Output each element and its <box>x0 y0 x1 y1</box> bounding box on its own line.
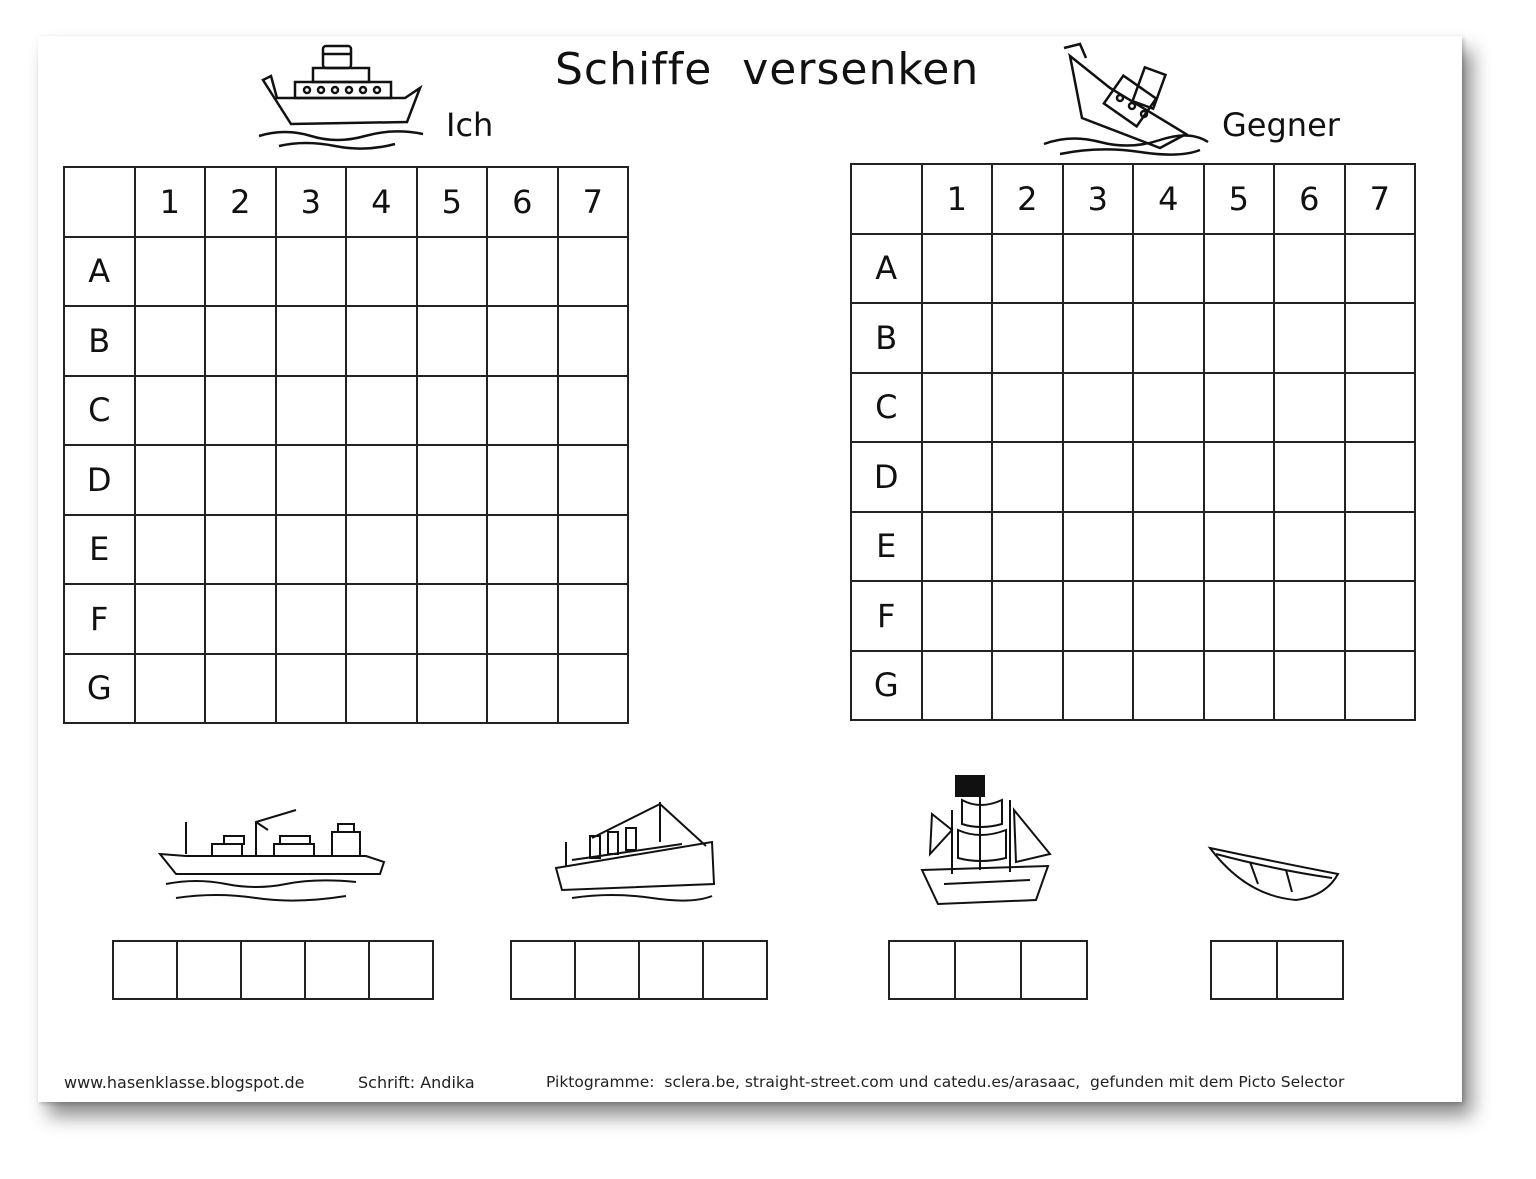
ocean-liner-icon <box>552 798 720 908</box>
grid-cell <box>487 306 558 376</box>
grid-cell <box>276 584 347 654</box>
grid-cell <box>487 237 558 307</box>
grid-cell <box>1063 303 1134 373</box>
footer-picto-credit: Piktogramme: sclera.be, straight-street.com und catedu.es/arasaac, gefunden mit dem Picto Selector <box>546 1073 1345 1091</box>
column-header: 7 <box>1345 164 1416 234</box>
grid-cell <box>1274 373 1345 443</box>
row-header: D <box>851 442 922 512</box>
grid-cell <box>346 237 417 307</box>
grid-cell <box>1063 234 1134 304</box>
grid-header-row <box>851 164 1415 234</box>
grid-cell <box>992 651 1063 721</box>
grid-cell <box>1063 581 1134 651</box>
my-board-grid <box>63 166 629 724</box>
ship-box <box>640 942 704 998</box>
ship-box <box>306 942 370 998</box>
grid-cell <box>205 306 276 376</box>
grid-cell <box>922 373 993 443</box>
column-header: 7 <box>558 167 629 237</box>
column-header: 6 <box>487 167 558 237</box>
grid-cell <box>276 515 347 585</box>
ship-box <box>1022 942 1088 998</box>
row-header: A <box>851 234 922 304</box>
grid-cell <box>346 515 417 585</box>
grid-cell <box>992 373 1063 443</box>
grid-cell <box>1063 651 1134 721</box>
steamship-icon <box>255 40 425 152</box>
grid-cell <box>205 515 276 585</box>
grid-cell <box>346 584 417 654</box>
grid-cell <box>135 306 206 376</box>
grid-row <box>851 234 1415 304</box>
column-header: 1 <box>135 167 206 237</box>
grid-cell <box>922 512 993 582</box>
grid-cell <box>417 306 488 376</box>
ship-box <box>370 942 434 998</box>
pirate-ship-icon <box>918 770 1056 912</box>
sinking-ship-icon <box>1040 38 1210 156</box>
row-header: D <box>64 445 135 515</box>
rowboat-icon <box>1206 840 1342 908</box>
column-header: 4 <box>1133 164 1204 234</box>
grid-row <box>64 237 628 307</box>
row-header: C <box>851 373 922 443</box>
grid-cell <box>1274 303 1345 373</box>
footer-website: www.hasenklasse.blogspot.de <box>64 1073 305 1092</box>
grid-cell <box>558 445 629 515</box>
grid-cell <box>205 584 276 654</box>
grid-cell <box>487 445 558 515</box>
grid-cell <box>992 234 1063 304</box>
grid-cell <box>1133 581 1204 651</box>
grid-cell <box>558 515 629 585</box>
grid-cell <box>1345 581 1416 651</box>
grid-cell <box>1274 581 1345 651</box>
column-header: 3 <box>276 167 347 237</box>
grid-header-row <box>64 167 628 237</box>
ship-box <box>576 942 640 998</box>
ship-boxes-2 <box>1210 940 1344 1000</box>
grid-row <box>64 654 628 724</box>
grid-row <box>64 584 628 654</box>
grid-cell <box>346 445 417 515</box>
grid-cell <box>1204 373 1275 443</box>
grid-cell <box>1133 651 1204 721</box>
grid-cell <box>1204 442 1275 512</box>
row-header: B <box>851 303 922 373</box>
row-header: F <box>851 581 922 651</box>
row-header: C <box>64 376 135 446</box>
player-label-me: Ich <box>446 106 494 144</box>
row-header: E <box>851 512 922 582</box>
row-header: G <box>851 651 922 721</box>
ship-box <box>1212 942 1278 998</box>
grid-cell <box>1204 234 1275 304</box>
column-header: 6 <box>1274 164 1345 234</box>
grid-cell <box>1345 373 1416 443</box>
grid-cell <box>487 515 558 585</box>
grid-cell <box>558 306 629 376</box>
footer-font-credit: Schrift: Andika <box>358 1073 475 1092</box>
grid-cell <box>1204 581 1275 651</box>
grid-row <box>851 442 1415 512</box>
row-header: F <box>64 584 135 654</box>
column-header: 2 <box>992 164 1063 234</box>
grid-cell <box>1063 512 1134 582</box>
ship-box <box>704 942 768 998</box>
grid-cell <box>487 584 558 654</box>
grid-cell <box>992 442 1063 512</box>
ship-boxes-4 <box>510 940 768 1000</box>
row-header: A <box>64 237 135 307</box>
container-ship-icon <box>156 806 388 906</box>
grid-cell <box>417 237 488 307</box>
grid-row <box>64 376 628 446</box>
grid-cell <box>1274 234 1345 304</box>
ship-box <box>890 942 956 998</box>
grid-cell <box>1345 512 1416 582</box>
grid-cell <box>135 654 206 724</box>
grid-cell <box>1204 303 1275 373</box>
grid-cell <box>135 515 206 585</box>
grid-cell <box>346 306 417 376</box>
page-title: Schiffe versenken <box>555 44 980 95</box>
grid-cell <box>1345 303 1416 373</box>
ship-box <box>512 942 576 998</box>
grid-cell <box>558 376 629 446</box>
grid-cell <box>276 654 347 724</box>
grid-cell <box>205 237 276 307</box>
ship-box <box>114 942 178 998</box>
column-header: 4 <box>346 167 417 237</box>
ship-box <box>956 942 1022 998</box>
grid-cell <box>1345 234 1416 304</box>
grid-cell <box>205 654 276 724</box>
ship-boxes-3 <box>888 940 1088 1000</box>
grid-cell <box>276 445 347 515</box>
grid-row <box>851 581 1415 651</box>
grid-cell <box>558 654 629 724</box>
grid-cell <box>205 445 276 515</box>
grid-cell <box>558 584 629 654</box>
grid-cell <box>1274 512 1345 582</box>
column-header: 3 <box>1063 164 1134 234</box>
grid-cell <box>417 654 488 724</box>
grid-cell <box>417 515 488 585</box>
column-header: 5 <box>1204 164 1275 234</box>
grid-cell <box>276 376 347 446</box>
ship-box <box>178 942 242 998</box>
grid-cell <box>276 237 347 307</box>
grid-cell <box>1345 651 1416 721</box>
grid-cell <box>558 237 629 307</box>
grid-cell <box>346 654 417 724</box>
grid-cell <box>1133 512 1204 582</box>
grid-row <box>64 306 628 376</box>
grid-cell <box>1274 442 1345 512</box>
grid-row <box>851 651 1415 721</box>
grid-cell <box>417 445 488 515</box>
grid-cell <box>922 303 993 373</box>
grid-cell <box>1133 303 1204 373</box>
grid-cell <box>1274 651 1345 721</box>
grid-cell <box>135 584 206 654</box>
grid-row <box>851 303 1415 373</box>
grid-cell <box>1133 234 1204 304</box>
grid-corner-cell <box>851 164 922 234</box>
grid-row <box>64 445 628 515</box>
ship-boxes-5 <box>112 940 434 1000</box>
row-header: B <box>64 306 135 376</box>
grid-row <box>851 512 1415 582</box>
grid-cell <box>922 234 993 304</box>
grid-cell <box>1204 651 1275 721</box>
grid-cell <box>922 581 993 651</box>
column-header: 2 <box>205 167 276 237</box>
grid-cell <box>1133 373 1204 443</box>
grid-cell <box>135 445 206 515</box>
grid-cell <box>135 237 206 307</box>
grid-cell <box>135 376 206 446</box>
grid-cell <box>1063 442 1134 512</box>
ship-box <box>1278 942 1344 998</box>
player-label-opponent: Gegner <box>1222 106 1340 144</box>
grid-cell <box>922 442 993 512</box>
ship-box <box>242 942 306 998</box>
grid-cell <box>487 376 558 446</box>
grid-cell <box>1063 373 1134 443</box>
opponent-board-grid <box>850 163 1416 721</box>
grid-row <box>851 373 1415 443</box>
grid-cell <box>276 306 347 376</box>
grid-cell <box>992 512 1063 582</box>
grid-corner-cell <box>64 167 135 237</box>
column-header: 1 <box>922 164 993 234</box>
grid-cell <box>487 654 558 724</box>
column-header: 5 <box>417 167 488 237</box>
grid-cell <box>1133 442 1204 512</box>
grid-cell <box>205 376 276 446</box>
grid-row <box>64 515 628 585</box>
grid-cell <box>992 581 1063 651</box>
grid-cell <box>992 303 1063 373</box>
grid-cell <box>1345 442 1416 512</box>
row-header: G <box>64 654 135 724</box>
row-header: E <box>64 515 135 585</box>
grid-cell <box>417 376 488 446</box>
grid-cell <box>346 376 417 446</box>
grid-cell <box>1204 512 1275 582</box>
grid-cell <box>922 651 993 721</box>
grid-cell <box>417 584 488 654</box>
